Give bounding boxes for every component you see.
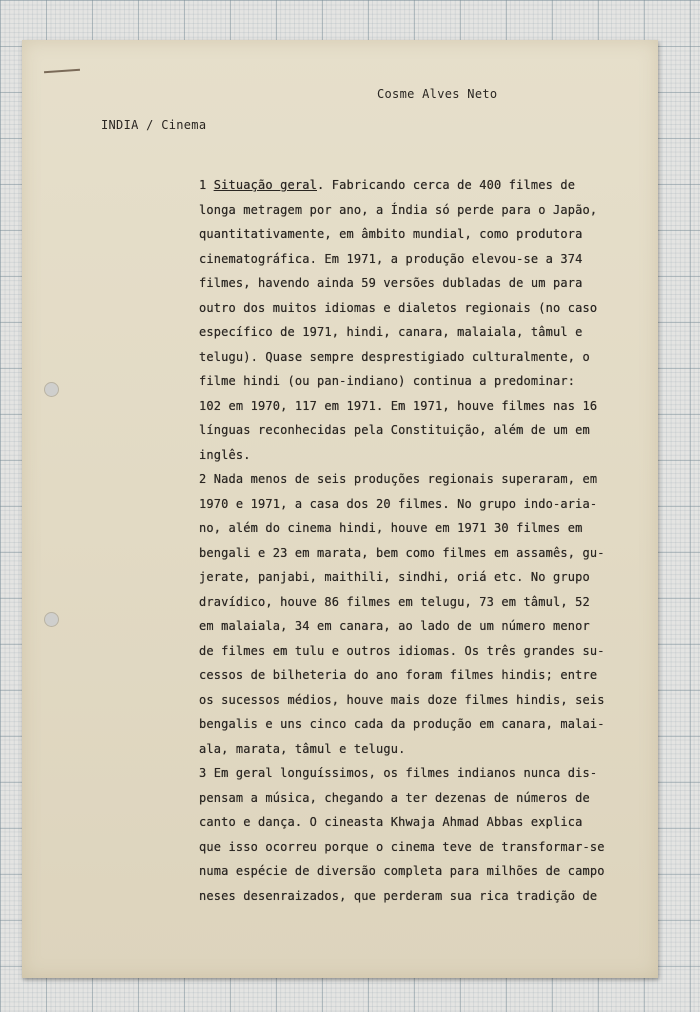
pen-mark — [44, 67, 80, 75]
text-line: neses desenraizados, que perderam sua rica tradição de — [199, 888, 598, 903]
text-line: dravídico, houve 86 filmes em telugu, 73 em tâmul, 52 — [199, 594, 590, 609]
typewritten-page — [22, 40, 658, 978]
text-line: quantitativamente, em âmbito mundial, como produtora — [199, 227, 583, 241]
text-line: cessos de bilheteria do ano foram filmes hindis; entre — [199, 668, 598, 682]
text-line: 2 Nada menos de seis produções regionais superaram, em — [199, 472, 598, 486]
text-line: bengali e 23 em marata, bem como filmes em assamês, gu- — [199, 545, 605, 560]
punch-hole-top — [44, 382, 59, 397]
text-line: canto e dança. O cineasta Khwaja Ahmad Abbas explica — [199, 815, 583, 829]
text-line: em malaiala, 34 em canara, ao lado de um número menor — [199, 619, 590, 633]
text-line: no, além do cinema hindi, houve em 1971 30 filmes em — [199, 521, 583, 535]
text-line: específico de 1971, hindi, canara, malaiala, tâmul e — [199, 325, 583, 339]
document-header: INDIA / Cinema — [101, 118, 207, 132]
text-line: pensam a música, chegando a ter dezenas de números de — [199, 790, 590, 805]
text-line: 102 em 1970, 117 em 1971. Em 1971, houve filmes nas 16 — [199, 398, 598, 413]
text-line: 3 Em geral longuíssimos, os filmes indianos nunca dis- — [199, 766, 598, 780]
text-line: telugu). Quase sempre desprestigiado culturalmente, o — [199, 349, 590, 364]
body-text — [199, 173, 619, 908]
text-line: bengalis e uns cinco cada da produção em canara, malai- — [199, 717, 605, 731]
punch-hole-bottom — [44, 612, 59, 627]
text-line: que isso ocorreu porque o cinema teve de transformar-se — [199, 839, 605, 854]
text-line: outro dos muitos idiomas e dialetos regionais (no caso — [199, 300, 598, 315]
text-line: numa espécie de diversão completa para milhões de campo — [199, 864, 605, 878]
text-line: os sucessos médios, houve mais doze filmes hindis, seis — [199, 692, 605, 707]
text-line: 1 Situação geral. Fabricando cerca de 400 filmes de — [199, 178, 576, 192]
text-line: 1970 e 1971, a casa dos 20 filmes. No grupo indo-aria- — [199, 496, 598, 511]
text-line: filme hindi (ou pan-indiano) continua a predominar: — [199, 374, 576, 388]
text-line: línguas reconhecidas pela Constituição, além de um em — [199, 423, 590, 437]
author-name: Cosme Alves Neto — [377, 87, 498, 101]
text-line: de filmes em tulu e outros idiomas. Os três grandes su- — [199, 643, 605, 658]
text-line: ala, marata, tâmul e telugu. — [199, 741, 406, 756]
text-line: cinematográfica. Em 1971, a produção elevou-se a 374 — [199, 251, 583, 266]
text-line: inglês. — [199, 447, 251, 462]
text-line: filmes, havendo ainda 59 versões dubladas de um para — [199, 276, 583, 290]
text-line: jerate, panjabi, maithili, sindhi, oriá etc. No grupo — [199, 570, 590, 584]
text-line: longa metragem por ano, a Índia só perde para o Japão, — [199, 202, 598, 217]
